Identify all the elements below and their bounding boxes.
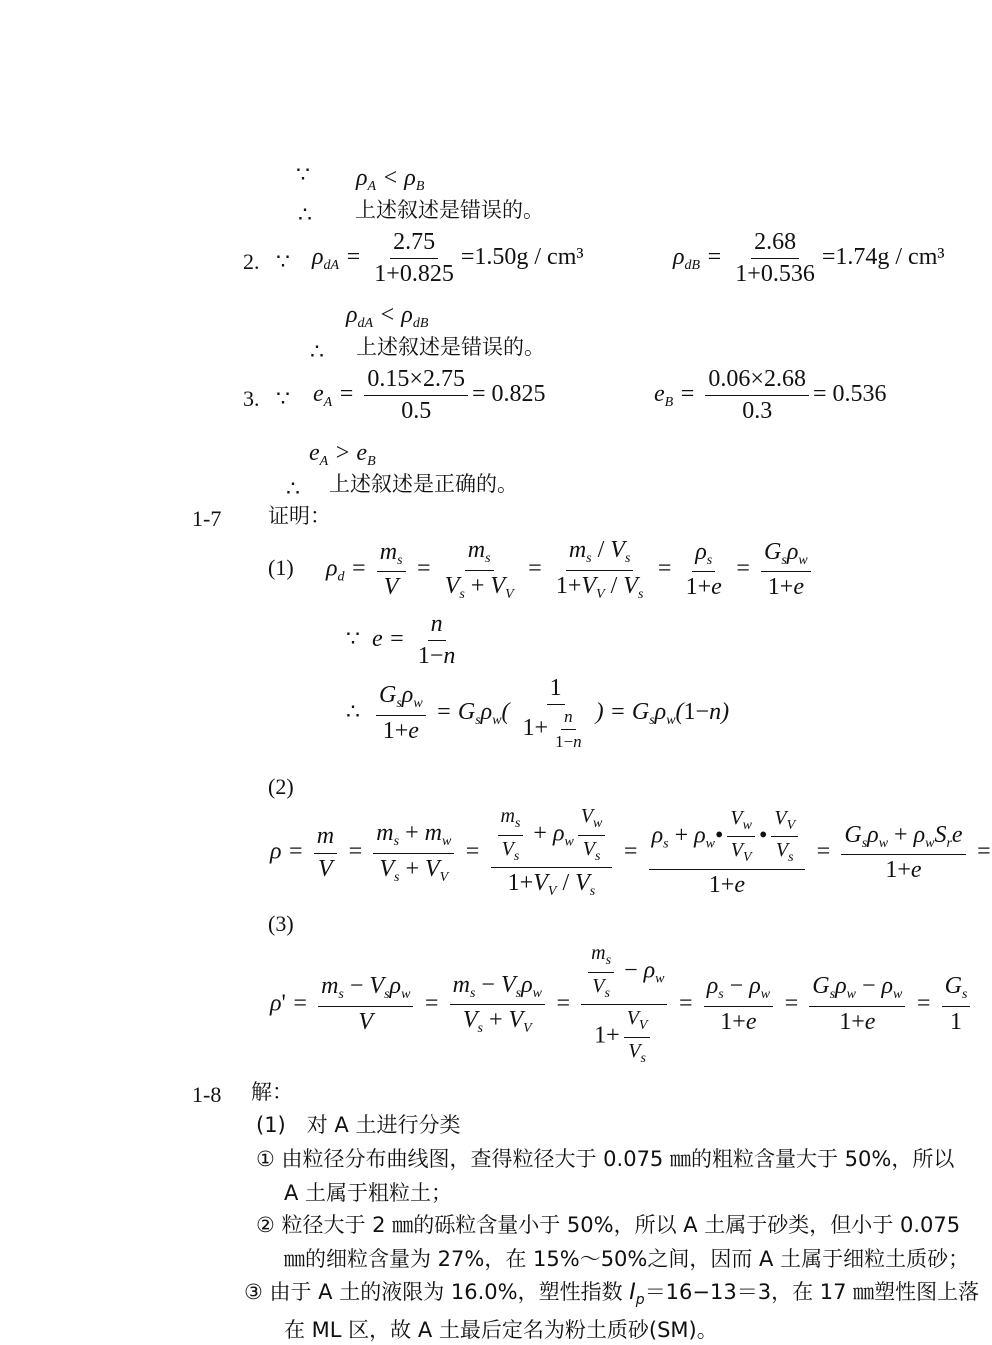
rho-d-compare-equation: $\rho_{dA} < \rho_{dB}$ bbox=[346, 302, 429, 331]
paragraph-line: ③ 由于 A 土的液限为 16.0%，塑性指数 $I_p=16-13=3$，在 17 ㎜塑性图上落 bbox=[244, 1280, 980, 1308]
eA-equation: $e_A$ = $\frac{0.15\times 2.75}{0.5}$ = 0.825 bbox=[313, 366, 546, 425]
classification-heading: (1) 对 A 土进行分类 bbox=[256, 1113, 461, 1137]
therefore-symbol: ∴ bbox=[298, 202, 312, 227]
rho-derivation: ρ = $\frac{m}{V}$ = $\frac{m_s + m_w}{V_s + V_V}$ = $\frac{m_s}{V_s}$ + $\rho_w$ $\frac{V_w}{V_s}$ $1+V_V / V_s$ = $\rho_s$ + $\rho_w•$ $\frac{V_w}{V_V}$ • $\frac{V_V}{V_s}$ 1+e = $\frac{G_s\rho_w + \rho_wS_re}{1+e}$ = bbox=[270, 805, 992, 900]
rho-buoyant-derivation: ρ' = $\frac{m_s - V_s\rho_w}{V}$ = $\frac{m_s - V_s\rho_w}{V_s + V_V}$ = $\frac{m_s}{V_s}$ − $\rho_w$ 1+ $\frac{V_V}{V_s}$ = $\frac{\rho_s - \rho_w}{1+e}$ = $\frac{G_s\rho_w - \rho_w}{1+e}$ = $\frac{G_s}{1}$ bbox=[270, 943, 974, 1067]
rho-dA-equation: $\rho_{dA}$ = $\frac{2.75}{1+0.825}$ =1.50g / cm³ bbox=[312, 229, 584, 288]
rho-d-result: ∴ $\frac{G_s\rho_w}{1+e}$ = $G_s\rho_w$( 1 1+ $\frac{n}{1-n}$ ) = $G_s\rho_w(1-n)$ bbox=[346, 675, 730, 752]
paragraph-line: ② 粒径大于 2 ㎜的砾粒含量小于 50%，所以 A 土属于砂类，但小于 0.075 bbox=[256, 1213, 961, 1237]
eB-fraction: $\frac{0.06\times 2.68}{0.3}$ bbox=[705, 367, 809, 424]
section-label: 1-8 bbox=[192, 1082, 222, 1107]
part-label: (1) bbox=[268, 555, 294, 580]
e-compare-equation: $e_A > e_B$ bbox=[309, 440, 376, 469]
rho-dB-equation: $\rho_{dB}$ = $\frac{2.68}{1+0.536}$ =1.74g / cm³ bbox=[673, 229, 945, 288]
rho-dB-fraction: $\frac{2.68}{1+0.536}$ bbox=[735, 229, 815, 288]
because-symbol: ∵ bbox=[276, 386, 290, 411]
paragraph-line: A 土属于粗粒土； bbox=[284, 1181, 453, 1205]
therefore-symbol: ∴ bbox=[286, 476, 300, 501]
because-symbol: ∵ bbox=[276, 249, 290, 274]
eB-equation: $e_B$ = $\frac{0.06\times 2.68}{0.3}$ = 0.536 bbox=[654, 366, 887, 425]
part-label: (3) bbox=[268, 911, 294, 936]
part-label: (2) bbox=[268, 774, 294, 799]
item-number: 2. bbox=[243, 249, 260, 274]
rho-dA-fraction: $\frac{2.75}{1+0.825}$ bbox=[374, 229, 454, 288]
rho-d-derivation: $\rho_d$ = $\frac{m_s}{V}$ = $\frac{m_s}{V_s + V_V}$ = $\frac{m_s / V_s}{1+V_V / V_s}$ = $\frac{\rho_s}{1+e}$ = $\frac{G_s\rho_w}{1+e}$ bbox=[326, 538, 815, 602]
because-symbol: ∵ bbox=[296, 162, 310, 187]
paragraph-line: 在 ML 区，故 A 土最后定名为粉土质砂(SM)。 bbox=[284, 1318, 718, 1342]
rho-compare-equation: $\rho_A < \rho_B$ bbox=[356, 165, 425, 194]
therefore-symbol: ∴ bbox=[310, 339, 324, 364]
eA-fraction: $\frac{0.15\times 2.75}{0.5}$ bbox=[364, 367, 468, 424]
section-title: 证明： bbox=[268, 504, 331, 528]
conclusion-text: 上述叙述是正确的。 bbox=[329, 472, 518, 496]
item-number: 3. bbox=[243, 386, 260, 411]
section-title: 解： bbox=[251, 1080, 293, 1104]
section-label: 1-7 bbox=[192, 506, 222, 531]
paragraph-line: ㎜的细粒含量为 27%，在 15%～50%之间，因而 A 土属于细粒土质砂； bbox=[284, 1247, 970, 1271]
conclusion-text: 上述叙述是错误的。 bbox=[356, 335, 545, 359]
porosity-relation: ∵ e = $\frac{n}{1-n}$ bbox=[346, 611, 456, 670]
paragraph-line: ① 由粒径分布曲线图，查得粒径大于 0.075 ㎜的粗粒含量大于 50%，所以 bbox=[256, 1147, 955, 1171]
conclusion-text: 上述叙述是错误的。 bbox=[355, 198, 544, 222]
